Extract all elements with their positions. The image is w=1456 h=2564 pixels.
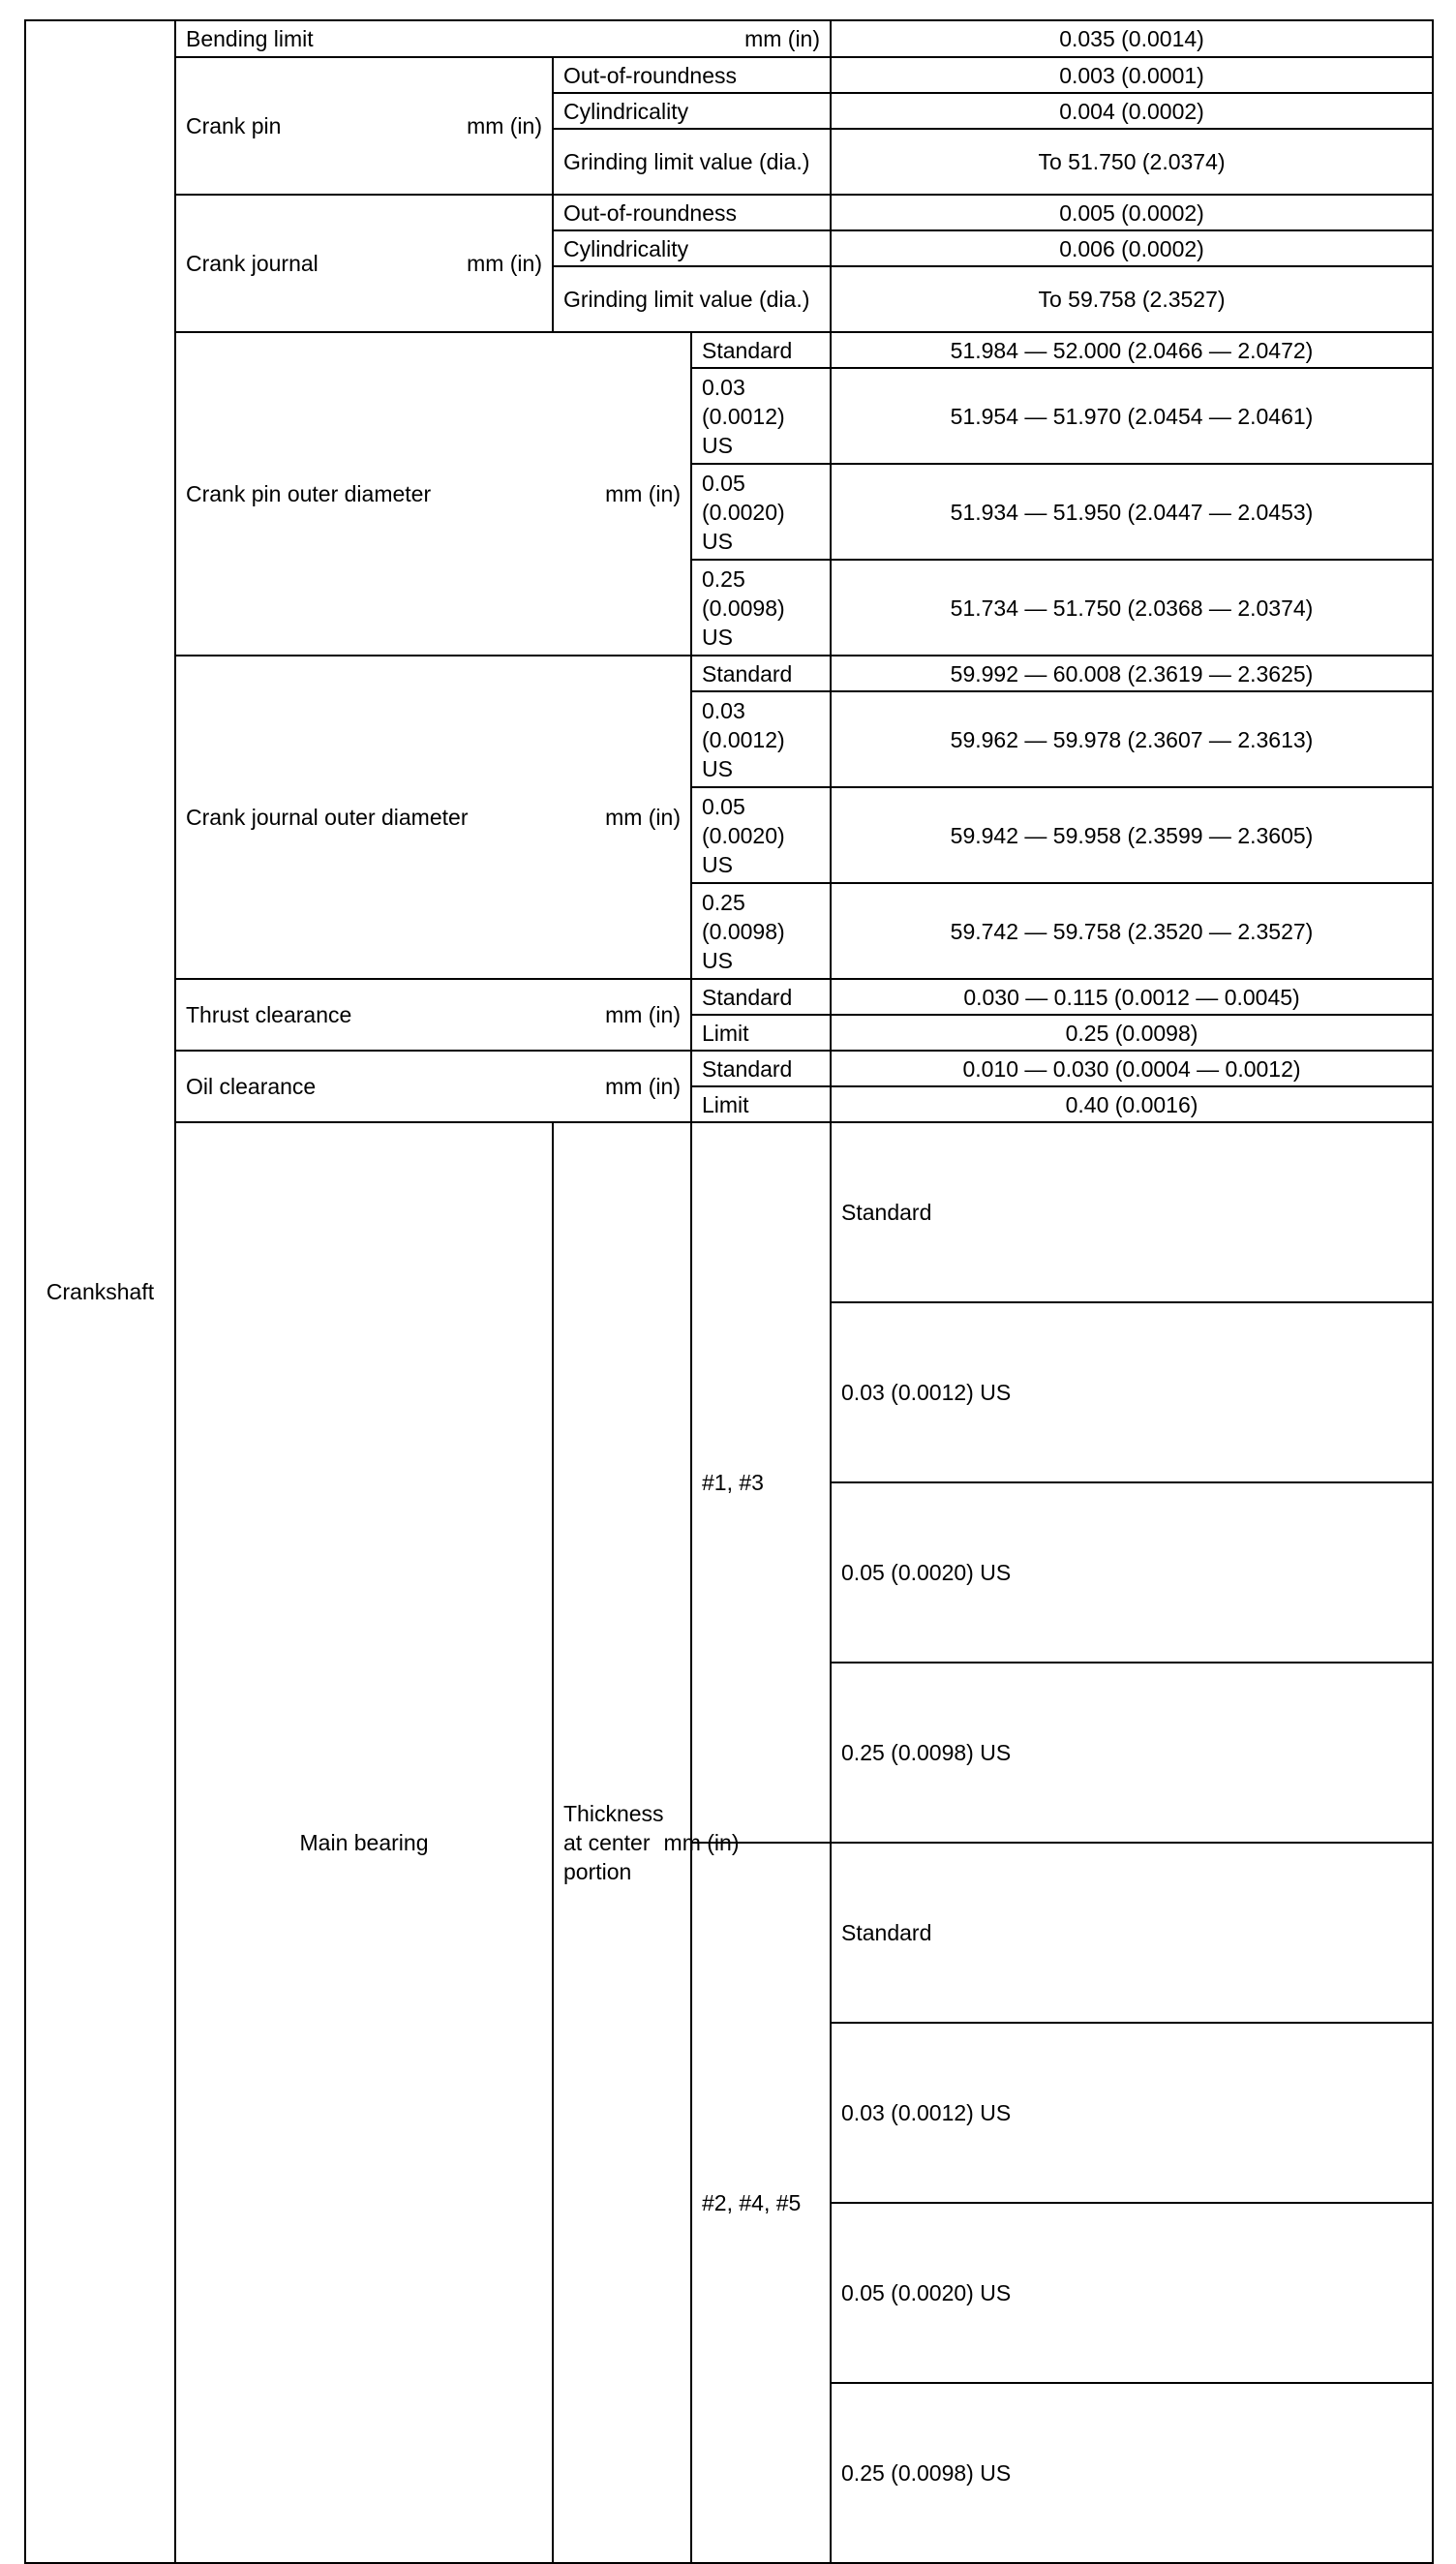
crank-pin-sub-label: Grinding limit value (dia.): [553, 129, 831, 195]
spec-table: [24, 19, 1434, 2564]
table-row: [25, 1051, 1433, 1086]
journal-outer-sub-value: 59.962 — 59.978 (2.3607 — 2.3613): [831, 691, 1433, 787]
journal-outer-sub-label: Standard: [691, 656, 831, 691]
bearing-sub-label: 0.05 (0.0020) US: [831, 2203, 1433, 2383]
journal-outer-label: Crank journal outer diameter: [186, 805, 469, 830]
crank-pin-sub-label: Out-of-roundness: [553, 57, 831, 93]
journal-outer-sub-label: 0.25 (0.0098) US: [691, 883, 831, 979]
journal-outer-unit: mm (in): [605, 805, 681, 830]
main-bearing-label: Main bearing: [175, 1122, 553, 2563]
oil-sub-value: 0.010 — 0.030 (0.0004 — 0.0012): [831, 1051, 1433, 1086]
crank-journal-sub-value: To 59.758 (2.3527): [831, 266, 1433, 332]
thrust-sub-label: Standard: [691, 979, 831, 1015]
journal-outer-sub-value: 59.742 — 59.758 (2.3520 — 2.3527): [831, 883, 1433, 979]
pin-outer-sub-label: Standard: [691, 332, 831, 368]
crank-pin-sub-value: To 51.750 (2.0374): [831, 129, 1433, 195]
pin-outer-label: Crank pin outer diameter: [186, 481, 432, 506]
crankshaft-label: Crankshaft: [25, 20, 175, 2563]
table-row: [25, 656, 1433, 691]
crank-pin-label: Crank pin: [186, 113, 282, 138]
bending-limit-label: Bending limit: [186, 26, 314, 51]
crank-journal-sub-label: Out-of-roundness: [553, 195, 831, 230]
bending-limit-cell: [175, 20, 831, 57]
thickness-label: Thickness at center portion: [563, 1801, 664, 1884]
crank-pin-sub-value: 0.003 (0.0001): [831, 57, 1433, 93]
crank-journal-sub-label: Cylindricality: [553, 230, 831, 266]
pin-outer-sub-label: 0.03 (0.0012) US: [691, 368, 831, 464]
table-row: [25, 1122, 1433, 1302]
thrust-unit: mm (in): [605, 1002, 681, 1027]
bearing-group-label: #2, #4, #5: [691, 1843, 831, 2563]
bearing-group-label: #1, #3: [691, 1122, 831, 1843]
journal-outer-sub-value: 59.942 — 59.958 (2.3599 — 2.3605): [831, 787, 1433, 883]
crank-pin-cell: [175, 57, 553, 195]
thrust-sub-value: 0.030 — 0.115 (0.0012 — 0.0045): [831, 979, 1433, 1015]
pin-outer-sub-value: 51.954 — 51.970 (2.0454 — 2.0461): [831, 368, 1433, 464]
thrust-sub-value: 0.25 (0.0098): [831, 1015, 1433, 1051]
bearing-sub-label: 0.03 (0.0012) US: [831, 1302, 1433, 1482]
crank-journal-label: Crank journal: [186, 251, 318, 276]
bearing-sub-label: 0.05 (0.0020) US: [831, 1482, 1433, 1663]
pin-outer-sub-label: 0.05 (0.0020) US: [691, 464, 831, 560]
pin-outer-sub-value: 51.984 — 52.000 (2.0466 — 2.0472): [831, 332, 1433, 368]
journal-outer-sub-label: 0.03 (0.0012) US: [691, 691, 831, 787]
crank-journal-sub-label: Grinding limit value (dia.): [553, 266, 831, 332]
journal-outer-sub-label: 0.05 (0.0020) US: [691, 787, 831, 883]
thrust-cell: [175, 979, 691, 1051]
thrust-label: Thrust clearance: [186, 1002, 352, 1027]
table-row: [25, 979, 1433, 1015]
table-row: [25, 20, 1433, 57]
thrust-sub-label: Limit: [691, 1015, 831, 1051]
crank-pin-sub-value: 0.004 (0.0002): [831, 93, 1433, 129]
crank-journal-cell: [175, 195, 553, 332]
table-row: [25, 57, 1433, 93]
oil-label: Oil clearance: [186, 1074, 317, 1099]
bearing-sub-label: Standard: [831, 1843, 1433, 2023]
table-row: [25, 332, 1433, 368]
pin-outer-sub-value: 51.934 — 51.950 (2.0447 — 2.0453): [831, 464, 1433, 560]
crank-journal-sub-value: 0.005 (0.0002): [831, 195, 1433, 230]
oil-sub-label: Limit: [691, 1086, 831, 1122]
crank-journal-sub-value: 0.006 (0.0002): [831, 230, 1433, 266]
journal-outer-cell: [175, 656, 691, 979]
oil-sub-label: Standard: [691, 1051, 831, 1086]
oil-sub-value: 0.40 (0.0016): [831, 1086, 1433, 1122]
oil-unit: mm (in): [605, 1074, 681, 1099]
oil-cell: [175, 1051, 691, 1122]
crank-pin-sub-label: Cylindricality: [553, 93, 831, 129]
pin-outer-cell: [175, 332, 691, 656]
pin-outer-unit: mm (in): [605, 481, 681, 506]
bearing-sub-label: 0.25 (0.0098) US: [831, 1663, 1433, 1843]
pin-outer-sub-value: 51.734 — 51.750 (2.0368 — 2.0374): [831, 560, 1433, 656]
bending-limit-value: 0.035 (0.0014): [831, 20, 1433, 57]
crank-journal-unit: mm (in): [467, 251, 542, 276]
pin-outer-sub-label: 0.25 (0.0098) US: [691, 560, 831, 656]
crank-pin-unit: mm (in): [467, 113, 542, 138]
table-row: [25, 195, 1433, 230]
bearing-sub-label: Standard: [831, 1122, 1433, 1302]
journal-outer-sub-value: 59.992 — 60.008 (2.3619 — 2.3625): [831, 656, 1433, 691]
thickness-unit: mm (in): [663, 1830, 740, 1855]
bearing-sub-label: 0.03 (0.0012) US: [831, 2023, 1433, 2203]
bending-limit-unit: mm (in): [744, 26, 821, 51]
bearing-sub-label: 0.25 (0.0098) US: [831, 2383, 1433, 2563]
